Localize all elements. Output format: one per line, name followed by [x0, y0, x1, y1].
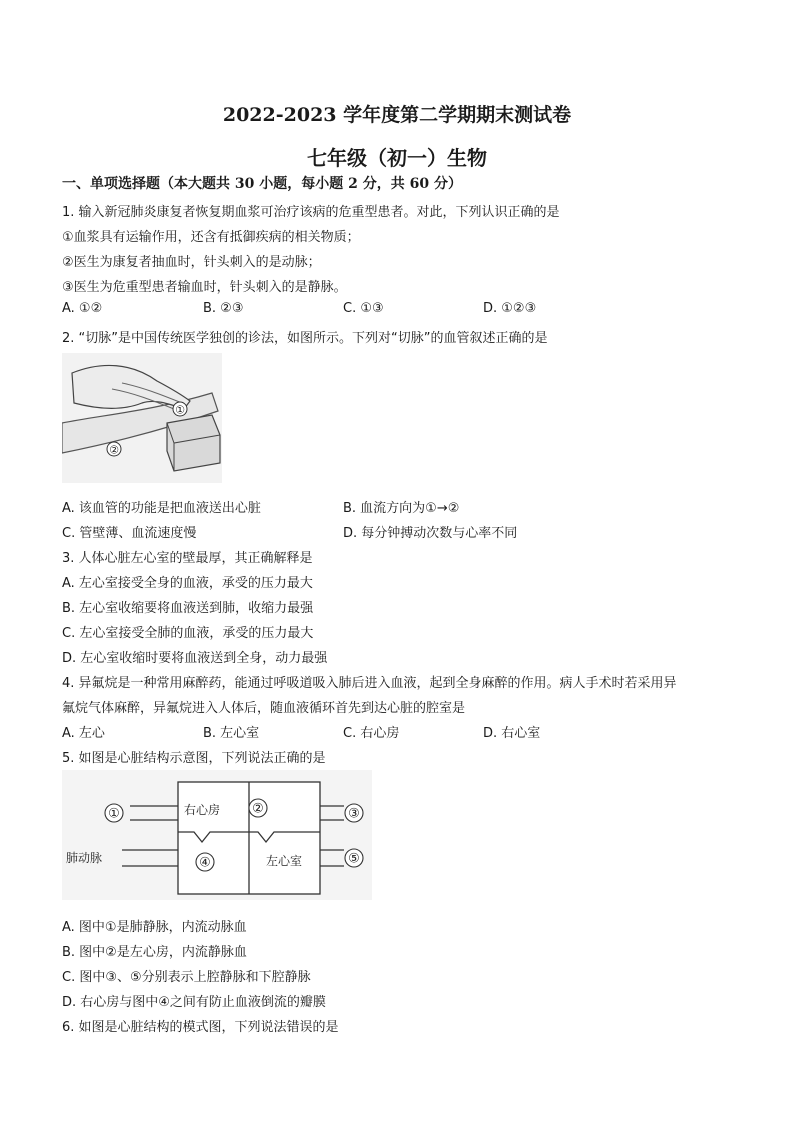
q4-option-c: C. 右心房 — [343, 726, 400, 741]
q5-option-c: C. 图中③、⑤分别表示上腔静脉和下腔静脉 — [62, 970, 311, 985]
q1-statement-3: ③医生为危重型患者输血时，针头刺入的是静脉。 — [62, 280, 347, 295]
q1-option-b: B. ②③ — [203, 301, 244, 316]
q2-stem: 2. “切脉”是中国传统医学独创的诊法，如图所示。下列对“切脉”的血管叙述正确的是 — [62, 331, 548, 346]
q4-stem-line-2: 氟烷气体麻醉，异氟烷进入人体后，随血液循环首先到达心脏的腔室是 — [62, 701, 466, 716]
section-heading: 一、单项选择题（本大题共 30 小题，每小题 2 分，共 60 分） — [62, 176, 462, 192]
q1-option-a: A. ①② — [62, 301, 103, 316]
q1-statement-2: ②医生为康复者抽血时，针头刺入的是动脉； — [62, 255, 321, 270]
q1-stem: 1. 输入新冠肺炎康复者恢复期血浆可治疗该病的危重型患者。对此，下列认识正确的是 — [62, 205, 560, 220]
exam-title: 2022-2023 学年度第二学期期末测试卷 — [222, 104, 572, 126]
q3-stem: 3. 人体心脏左心室的壁最厚，其正确解释是 — [62, 551, 313, 566]
q3-option-c: C. 左心室接受全肺的血液，承受的压力最大 — [62, 626, 314, 641]
q5-option-a: A. 图中①是肺静脉，内流动脉血 — [62, 920, 247, 935]
heart-diagram-svg — [62, 770, 372, 900]
q1-option-d: D. ①②③ — [483, 301, 537, 316]
right-atrium-label: 右心房 — [183, 803, 221, 817]
pulse-illustration — [62, 353, 222, 483]
q2-option-c: C. 管壁薄、血流速度慢 — [62, 526, 197, 541]
heart-label-5: ⑤ — [348, 851, 360, 867]
left-ventricle-label: 左心室 — [265, 854, 303, 868]
heart-label-4: ④ — [199, 855, 211, 871]
q4-option-a: A. 左心 — [62, 726, 105, 741]
q2-option-b: B. 血流方向为①→② — [343, 501, 460, 516]
exam-subtitle: 七年级（初一）生物 — [307, 146, 487, 170]
q5-stem: 5. 如图是心脏结构示意图，下列说法正确的是 — [62, 751, 326, 766]
heart-structure-diagram — [62, 770, 372, 900]
q3-option-a: A. 左心室接受全身的血液，承受的压力最大 — [62, 576, 313, 591]
q3-option-b: B. 左心室收缩要将血液送到肺，收缩力最强 — [62, 601, 314, 616]
q5-option-d: D. 右心房与图中④之间有防止血液倒流的瓣膜 — [62, 995, 326, 1010]
q1-option-c: C. ①③ — [343, 301, 384, 316]
heart-label-3: ③ — [348, 806, 360, 822]
heart-label-1: ① — [108, 806, 120, 822]
heart-label-2: ② — [252, 801, 264, 817]
q2-option-a: A. 该血管的功能是把血液送出心脏 — [62, 501, 261, 516]
q3-option-d: D. 左心室收缩时要将血液送到全身，动力最强 — [62, 651, 328, 666]
q5-option-b: B. 图中②是左心房，内流静脉血 — [62, 945, 247, 960]
pulse-label-2: ② — [109, 443, 119, 457]
q6-stem: 6. 如图是心脏结构的模式图，下列说法错误的是 — [62, 1020, 339, 1035]
q2-option-d: D. 每分钟搏动次数与心率不同 — [343, 526, 518, 541]
pulmonary-artery-label: 肺动脉 — [66, 851, 103, 865]
q4-option-b: B. 左心室 — [203, 726, 260, 741]
q4-option-d: D. 右心室 — [483, 726, 541, 741]
q1-statement-1: ①血浆具有运输作用，还含有抵御疾病的相关物质； — [62, 230, 360, 245]
pulse-label-1: ① — [175, 403, 185, 417]
pulse-figure — [62, 353, 222, 483]
q4-stem-line-1: 4. 异氟烷是一种常用麻醉药，能通过呼吸道吸入肺后进入血液，起到全身麻醉的作用。病人手术时若采用异 — [62, 676, 677, 691]
